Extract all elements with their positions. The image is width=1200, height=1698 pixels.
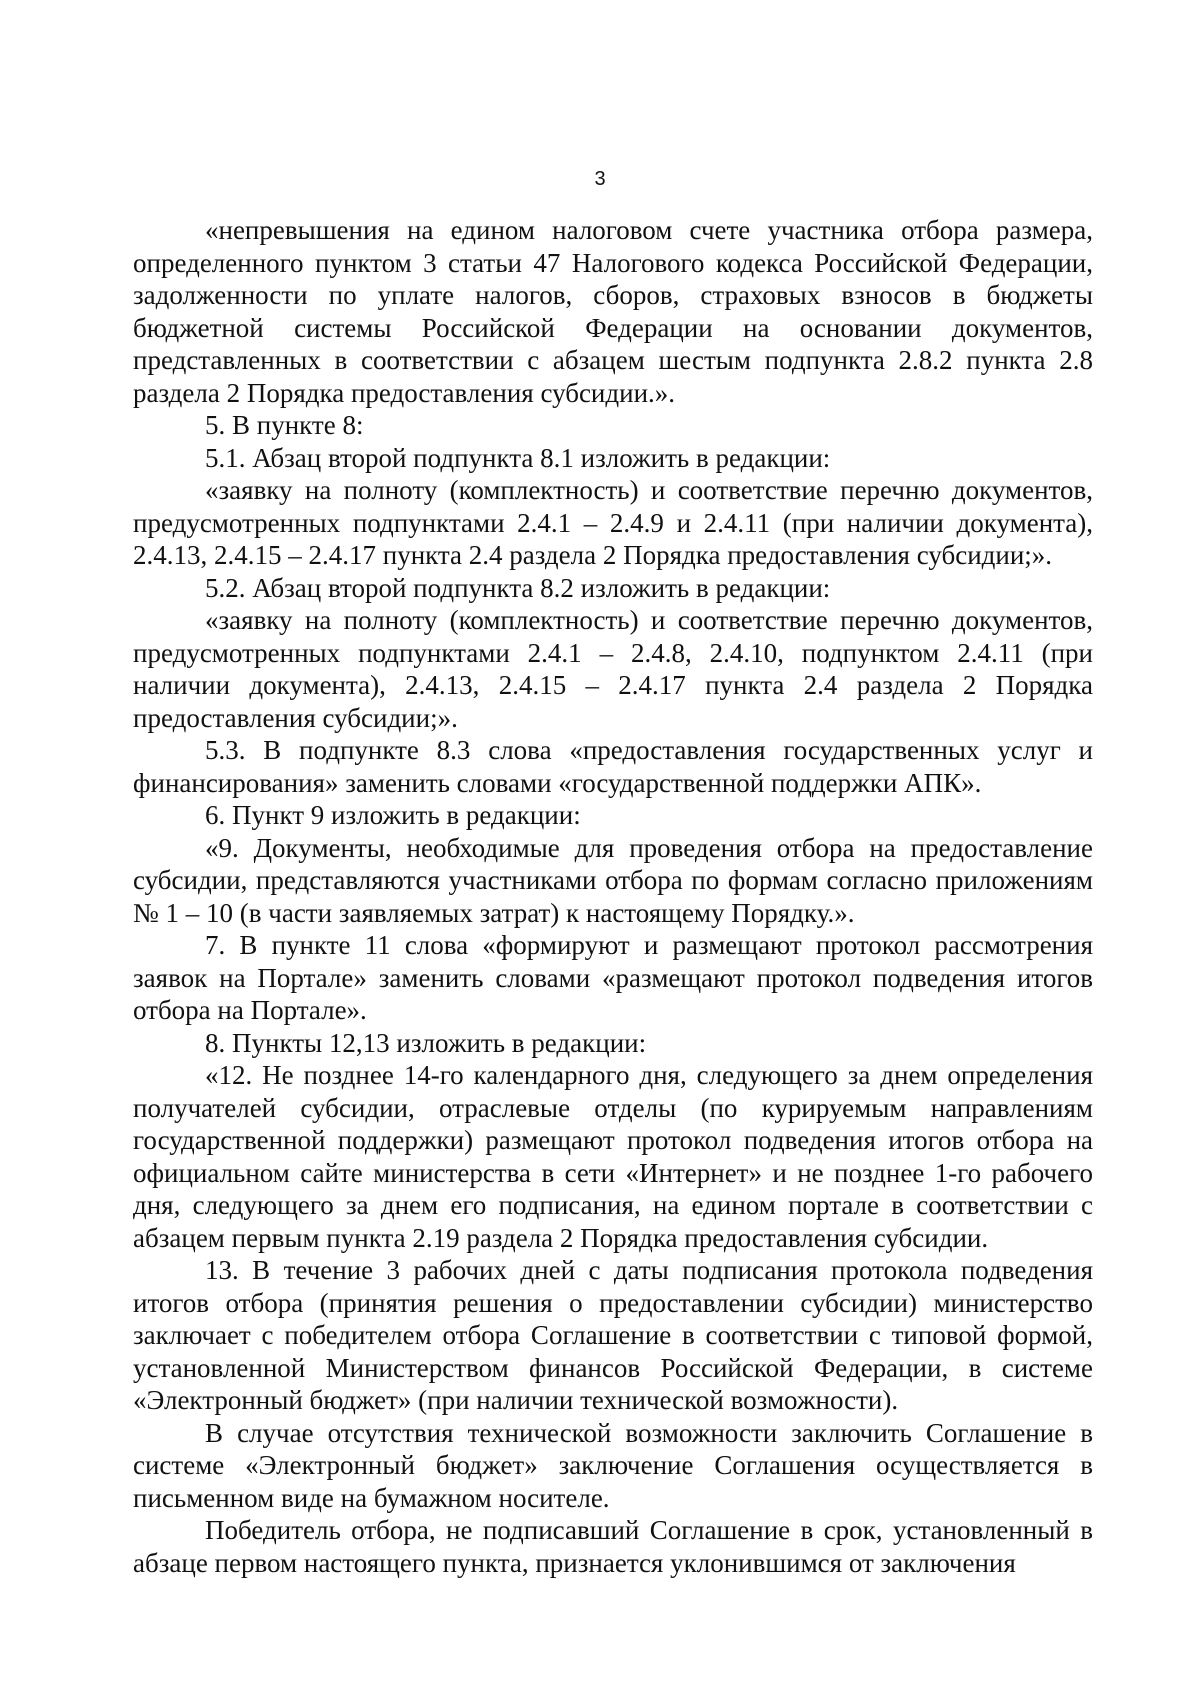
- paragraph: «непревышения на едином налоговом счете участника отбора размера, определенного пунктом 3 статьи 47 Налогового кодекса Российской Федерации, задолженности по уплате налогов, сборов, страховых взносов в бюджеты бюджетной системы Российской Федерации на основании документов, представленных в соответствии с абзацем шестым подпункта 2.8.2 пункта 2.8 раздела 2 Порядка предоставления субсидии.».: [133, 215, 1093, 408]
- paragraph: 5.1. Абзац второй подпункта 8.1 изложить в редакции:: [205, 442, 831, 473]
- paragraph: 8. Пункты 12,13 изложить в редакции:: [205, 1027, 647, 1058]
- paragraph: 5.3. В подпункте 8.3 слова «предоставления государственных услуг и финансирования» заменить словами «государственной поддержки АПК».: [133, 735, 1093, 798]
- page-number: 3: [594, 168, 606, 190]
- paragraph: «заявку на полноту (комплектность) и соответствие перечню документов, предусмотренных подпунктами 2.4.1 – 2.4.8, 2.4.10, подпунктом 2.4.11 (при наличии документа), 2.4.13, 2.4.15 – 2.4.17 пункта 2.4 раздела 2 Порядка предоставления субсидии;».: [133, 605, 1093, 733]
- paragraph: «9. Документы, необходимые для проведения отбора на предоставление субсидии, представляются участниками отбора по формам согласно приложениям № 1 – 10 (в части заявляемых затрат) к настоящему Порядку.».: [133, 832, 1093, 928]
- document-body: [133, 214, 1093, 1579]
- paragraph: 6. Пункт 9 изложить в редакции:: [205, 800, 581, 830]
- paragraph: «12. Не позднее 14-го календарного дня, следующего за днем определения получателей субсидии, отраслевые отделы (по курируемым направлениям государственной поддержки) размещают протокол подведения итогов отбора на официальном сайте министерства в сети «Интернет» и не позднее 1-го рабочего дня, следующего за днем его подписания, на едином портале в соответствии с абзацем первым пункта 2.19 раздела 2 Порядка предоставления субсидии.: [133, 1060, 1093, 1253]
- paragraph: 7. В пункте 11 слова «формируют и размещают протокол рассмотрения заявок на Портале» заменить словами «размещают протокол подведения итогов отбора на Портале».: [133, 930, 1093, 1025]
- paragraph: 5. В пункте 8:: [205, 410, 364, 440]
- paragraph: 5.2. Абзац второй подпункта 8.2 изложить в редакции:: [205, 572, 831, 603]
- paragraph: Победитель отбора, не подписавший Соглашение в срок, установленный в абзаце первом настоящего пункта, признается уклонившимся от заключения: [133, 1515, 1093, 1578]
- paragraph: 13. В течение 3 рабочих дней с даты подписания протокола подведения итогов отбора (принятия решения о предоставлении субсидии) министерство заключает с победителем отбора Соглашение в соответствии с типовой формой, установленной Министерством финансов Российской Федерации, в системе «Электронный бюджет» (при наличии технической возможности).: [133, 1255, 1093, 1415]
- paragraph: «заявку на полноту (комплектность) и соответствие перечню документов, предусмотренных подпунктами 2.4.1 – 2.4.9 и 2.4.11 (при наличии документа), 2.4.13, 2.4.15 – 2.4.17 пункта 2.4 раздела 2 Порядка предоставления субсидии;».: [133, 475, 1093, 570]
- paragraph: В случае отсутствия технической возможности заключить Соглашение в системе «Электронный бюджет» заключение Соглашения осуществляется в письменном виде на бумажном носителе.: [133, 1417, 1093, 1513]
